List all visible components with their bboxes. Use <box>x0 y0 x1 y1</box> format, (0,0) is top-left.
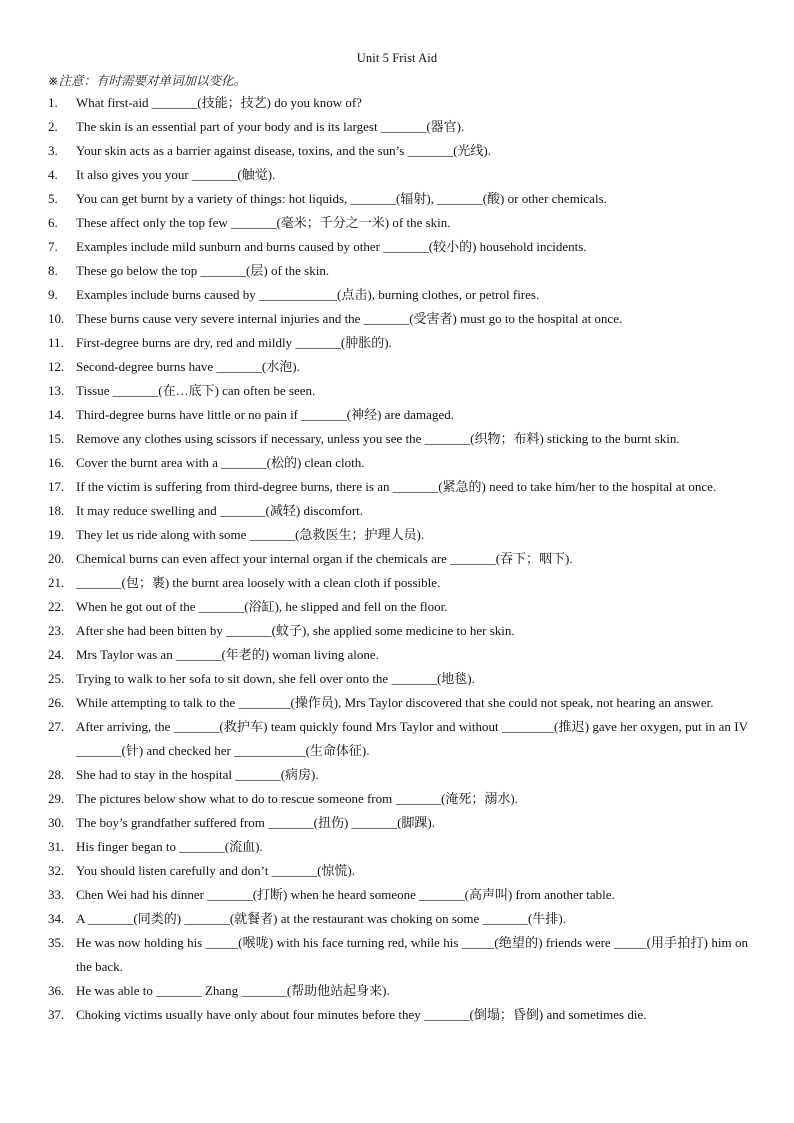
question-number: 26. <box>48 695 65 710</box>
question-item <box>48 499 748 523</box>
question-list <box>48 91 748 1027</box>
question-item <box>48 547 748 571</box>
question-number: 11. <box>48 335 64 350</box>
question-item <box>48 571 748 595</box>
question-text: Examples include burns caused by ____________(点击), burning clothes, or petrol fires. <box>76 287 540 302</box>
question-text: Chen Wei had his dinner _______(打断) when he heard someone _______(高声叫) from another table. <box>76 887 615 902</box>
question-text: While attempting to talk to the ________(操作员), Mrs Taylor discovered that she could not speak, not hearing an answer. <box>76 695 714 710</box>
question-item <box>48 667 748 691</box>
question-text: You should listen carefully and don’t _______(惊慌). <box>76 863 355 878</box>
question-item <box>48 187 748 211</box>
question-text: After arriving, the _______(救护车) team quickly found Mrs Taylor and without ________(推迟) gave her oxygen, put in an IV _______(针) and checked her ___________(生命体征). <box>76 719 748 758</box>
question-item <box>48 907 748 931</box>
question-text: What first-aid _______(技能；技艺) do you know of? <box>76 95 362 110</box>
question-number: 7. <box>48 239 58 254</box>
question-number: 17. <box>48 479 65 494</box>
question-item <box>48 211 748 235</box>
question-number: 10. <box>48 311 65 326</box>
question-text: Your skin acts as a barrier against disease, toxins, and the sun’s _______(光线). <box>76 143 491 158</box>
page-title: Unit 5 Frist Aid <box>356 51 438 65</box>
question-number: 12. <box>48 359 65 374</box>
question-item <box>48 523 748 547</box>
question-text: The pictures below show what to do to rescue someone from _______(淹死；溺水). <box>76 791 518 806</box>
question-number: 13. <box>48 383 65 398</box>
question-item <box>48 691 748 715</box>
question-item <box>48 283 748 307</box>
question-item <box>48 931 748 979</box>
question-item <box>48 331 748 355</box>
question-text: He was able to _______ Zhang _______(帮助他站起身来). <box>76 983 390 998</box>
question-text: It may reduce swelling and _______(减轻) discomfort. <box>76 503 364 518</box>
question-text: They let us ride along with some _______(急救医生；护理人员). <box>76 527 425 542</box>
question-item <box>48 307 748 331</box>
question-number: 36. <box>48 983 65 998</box>
question-number: 28. <box>48 767 65 782</box>
question-number: 5. <box>48 191 58 206</box>
question-item <box>48 811 748 835</box>
question-text: These affect only the top few _______(毫米；千分之一米) of the skin. <box>76 215 451 230</box>
question-text: Mrs Taylor was an _______(年老的) woman living alone. <box>76 647 379 662</box>
question-text: These go below the top _______(层) of the skin. <box>76 263 330 278</box>
question-item <box>48 355 748 379</box>
question-text: A _______(同类的) _______(就餐者) at the restaurant was choking on some _______(牛排). <box>76 911 566 926</box>
question-number: 33. <box>48 887 65 902</box>
question-number: 23. <box>48 623 65 638</box>
question-text: She had to stay in the hospital _______(病房). <box>76 767 319 782</box>
question-item <box>48 859 748 883</box>
question-number: 1. <box>48 95 58 110</box>
question-item <box>48 787 748 811</box>
question-text: Trying to walk to her sofa to sit down, she fell over onto the _______(地毯). <box>76 671 475 686</box>
question-number: 25. <box>48 671 65 686</box>
question-text: Examples include mild sunburn and burns caused by other _______(较小的) household incidents. <box>76 239 587 254</box>
question-item <box>48 115 748 139</box>
question-text: He was now holding his _____(喉咙) with his face turning red, while his _____(绝望的) friends were _____(用手拍打) him on the back. <box>76 935 748 974</box>
question-item <box>48 475 748 499</box>
question-number: 29. <box>48 791 65 806</box>
question-number: 14. <box>48 407 65 422</box>
question-item <box>48 403 748 427</box>
question-number: 4. <box>48 167 58 182</box>
question-item <box>48 1003 748 1027</box>
question-text: Remove any clothes using scissors if necessary, unless you see the _______(织物；布料) sticking to the burnt skin. <box>76 431 680 446</box>
instruction-note: ※注意：有时需要对单词加以变化。 <box>48 73 246 88</box>
question-text: Choking victims usually have only about four minutes before they _______(倒塌；昏倒) and sometimes die. <box>76 1007 647 1022</box>
question-item <box>48 619 748 643</box>
question-text: Chemical burns can even affect your internal organ if the chemicals are _______(吞下；咽下). <box>76 551 573 566</box>
question-text: These burns cause very severe internal injuries and the _______(受害者) must go to the hospital at once. <box>76 311 623 326</box>
question-number: 22. <box>48 599 65 614</box>
question-number: 19. <box>48 527 65 542</box>
question-text: Cover the burnt area with a _______(松的) clean cloth. <box>76 455 365 470</box>
question-text: Third-degree burns have little or no pain if _______(神经) are damaged. <box>76 407 454 422</box>
question-number: 32. <box>48 863 65 878</box>
question-number: 16. <box>48 455 65 470</box>
question-item <box>48 979 748 1003</box>
question-text: Second-degree burns have _______(水泡). <box>76 359 300 374</box>
question-item <box>48 379 748 403</box>
question-number: 34. <box>48 911 65 926</box>
question-item <box>48 763 748 787</box>
question-number: 8. <box>48 263 58 278</box>
question-text: First-degree burns are dry, red and mildly _______(肿胀的). <box>76 335 392 350</box>
question-item <box>48 715 748 763</box>
question-item <box>48 451 748 475</box>
question-item <box>48 163 748 187</box>
question-number: 35. <box>48 935 65 950</box>
question-item <box>48 883 748 907</box>
question-number: 2. <box>48 119 58 134</box>
question-text: It also gives you your _______(触觉). <box>76 167 276 182</box>
question-number: 9. <box>48 287 58 302</box>
question-item <box>48 643 748 667</box>
question-number: 15. <box>48 431 65 446</box>
question-number: 21. <box>48 575 65 590</box>
question-number: 37. <box>48 1007 65 1022</box>
question-item <box>48 835 748 859</box>
question-number: 3. <box>48 143 58 158</box>
question-number: 27. <box>48 719 65 734</box>
question-text: When he got out of the _______(浴缸), he slipped and fell on the floor. <box>76 599 448 614</box>
question-item <box>48 427 748 451</box>
question-number: 24. <box>48 647 65 662</box>
question-item <box>48 139 748 163</box>
question-item <box>48 235 748 259</box>
question-number: 31. <box>48 839 65 854</box>
question-item <box>48 595 748 619</box>
question-text: After she had been bitten by _______(蚊子), she applied some medicine to her skin. <box>76 623 515 638</box>
question-number: 20. <box>48 551 65 566</box>
question-text: His finger began to _______(流血). <box>76 839 263 854</box>
question-text: The skin is an essential part of your body and is its largest _______(器官). <box>76 119 465 134</box>
question-number: 30. <box>48 815 65 830</box>
question-text: Tissue _______(在…底下) can often be seen. <box>76 383 316 398</box>
question-text: If the victim is suffering from third-degree burns, there is an _______(紧急的) need to take him/her to the hospital at once. <box>76 479 717 494</box>
question-item <box>48 259 748 283</box>
question-text: The boy’s grandfather suffered from _______(扭伤) _______(脚踝). <box>76 815 435 830</box>
question-item <box>48 91 748 115</box>
question-text: _______(包；裹) the burnt area loosely with a clean cloth if possible. <box>76 575 441 590</box>
question-number: 6. <box>48 215 58 230</box>
question-text: You can get burnt by a variety of things: hot liquids, _______(辐射), _______(酸) or other chemicals. <box>76 191 607 206</box>
question-number: 18. <box>48 503 65 518</box>
